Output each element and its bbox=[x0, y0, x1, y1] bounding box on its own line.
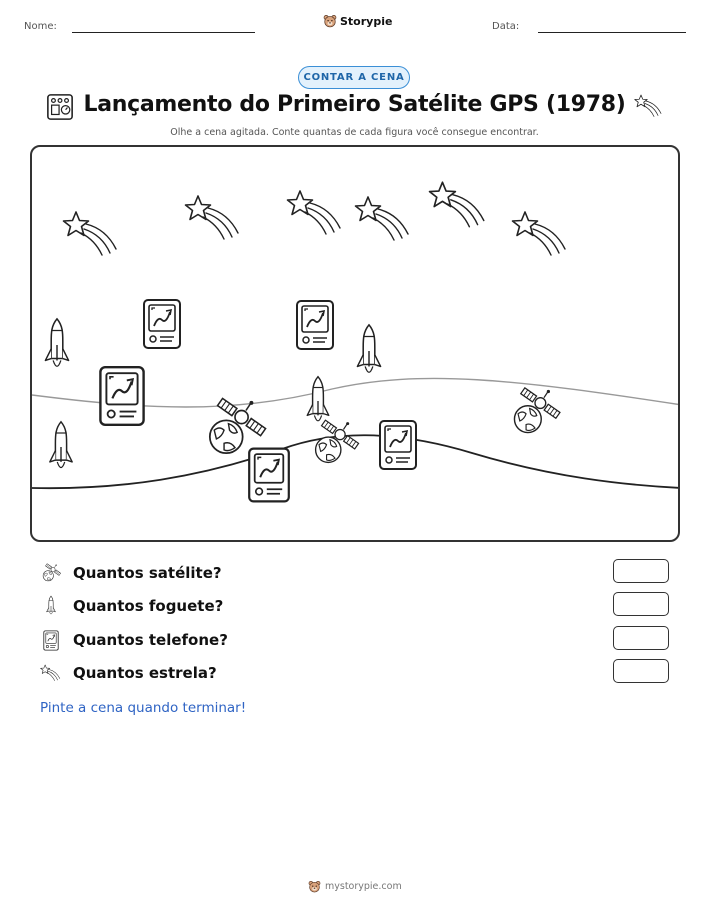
rocket-figure bbox=[307, 377, 329, 421]
satellite-figure bbox=[514, 388, 559, 433]
question-text: Quantos foguete? bbox=[73, 597, 224, 615]
answer-box-phone[interactable] bbox=[613, 626, 669, 650]
answer-box-rocket[interactable] bbox=[613, 592, 669, 616]
shooting-star-icon bbox=[634, 93, 664, 119]
phone-figure bbox=[297, 301, 333, 349]
star-figure bbox=[64, 212, 117, 255]
footer-site: mystorypie.com bbox=[325, 881, 402, 892]
question-text: Quantos satélite? bbox=[73, 564, 222, 582]
star-figure bbox=[186, 196, 239, 239]
brand-name: Storypie bbox=[340, 14, 393, 28]
activity-badge: CONTAR A CENA bbox=[298, 66, 410, 89]
answer-box-satellite[interactable] bbox=[613, 559, 669, 583]
gps-phone-icon bbox=[40, 629, 62, 651]
question-star bbox=[40, 661, 217, 685]
storypie-bear-logo-icon bbox=[308, 880, 321, 893]
star-figure bbox=[430, 182, 484, 226]
answer-box-star[interactable] bbox=[613, 659, 669, 683]
closing-instruction: Pinte a cena quando terminar! bbox=[40, 700, 247, 716]
counting-scene[interactable] bbox=[30, 145, 680, 542]
page-subtitle: Olhe a cena agitada. Conte quantas de cada figura você consegue encontrar. bbox=[170, 127, 539, 138]
satellite-figure bbox=[210, 398, 266, 453]
date-line[interactable] bbox=[538, 32, 686, 33]
phone-figure bbox=[100, 367, 143, 425]
brand bbox=[323, 14, 392, 28]
phone-figure bbox=[249, 449, 289, 502]
star-figure bbox=[513, 212, 566, 255]
phone-figure bbox=[144, 300, 180, 348]
star-figure bbox=[356, 197, 409, 240]
rocket-figure bbox=[45, 319, 68, 366]
star-figure bbox=[288, 191, 341, 234]
rocket-figure bbox=[50, 422, 72, 468]
satellite-earth-icon bbox=[40, 562, 62, 584]
shooting-star-icon bbox=[40, 662, 62, 684]
page-title: Lançamento do Primeiro Satélite GPS (1978) bbox=[83, 92, 626, 117]
date-label: Data: bbox=[492, 21, 520, 32]
rocket-icon bbox=[40, 595, 62, 617]
question-rocket bbox=[40, 594, 223, 618]
name-label: Nome: bbox=[24, 21, 57, 32]
storypie-bear-logo-icon bbox=[323, 14, 337, 28]
question-text: Quantos telefone? bbox=[73, 631, 228, 649]
phone-figure bbox=[380, 421, 416, 469]
question-phone bbox=[40, 628, 228, 652]
rocket-figure bbox=[357, 325, 380, 372]
name-line[interactable] bbox=[72, 32, 255, 33]
question-satellite bbox=[40, 561, 222, 585]
satellite-figure bbox=[316, 420, 359, 462]
footer bbox=[308, 880, 402, 893]
question-text: Quantos estrela? bbox=[73, 664, 217, 682]
scene-drawing bbox=[32, 147, 680, 542]
